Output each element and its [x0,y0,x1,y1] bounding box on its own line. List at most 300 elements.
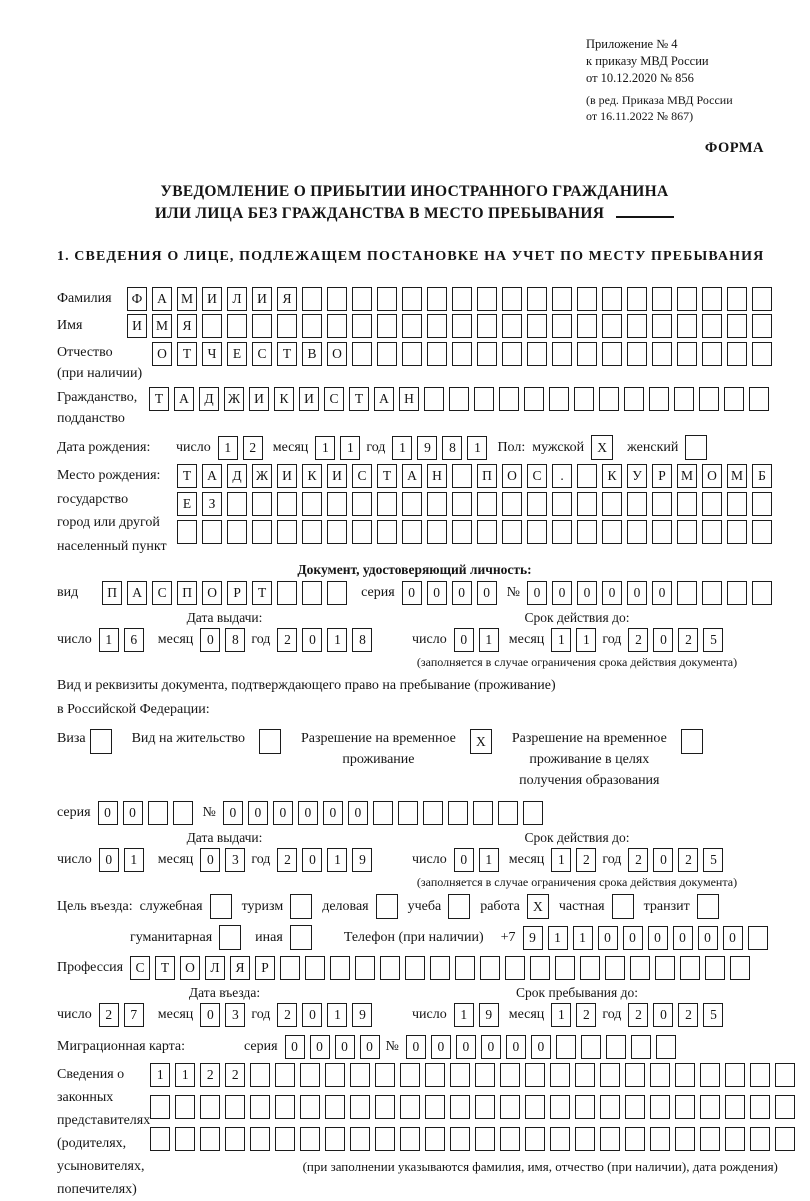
char-cell[interactable]: 5 [703,848,723,872]
char-cell[interactable]: А [374,387,394,411]
char-cell[interactable] [700,1127,720,1151]
char-cell[interactable] [649,387,669,411]
char-cell[interactable]: П [177,581,197,605]
char-cell[interactable] [577,342,597,366]
char-cell[interactable] [577,464,597,488]
char-cell[interactable]: 0 [653,1003,673,1027]
char-cell[interactable] [327,581,347,605]
char-cell[interactable] [749,387,769,411]
char-cell[interactable] [452,314,472,338]
char-cell[interactable]: Ж [224,387,244,411]
char-cell[interactable]: 0 [431,1035,451,1059]
char-cell[interactable] [655,956,675,980]
char-cell[interactable] [725,1063,745,1087]
char-cell[interactable]: 1 [327,628,347,652]
char-cell[interactable]: 0 [223,801,243,825]
char-cell[interactable] [252,520,272,544]
char-cell[interactable]: Я [277,287,297,311]
char-cell[interactable] [500,1127,520,1151]
char-cell[interactable]: 0 [577,581,597,605]
char-cell[interactable]: Л [205,956,225,980]
char-cell[interactable] [705,956,725,980]
char-cell[interactable] [627,287,647,311]
char-cell[interactable] [677,492,697,516]
temp-residence-checkbox[interactable]: X [470,729,492,754]
purpose-transit-checkbox[interactable] [697,894,719,919]
char-cell[interactable]: Н [399,387,419,411]
char-cell[interactable] [325,1127,345,1151]
char-cell[interactable] [377,314,397,338]
char-cell[interactable] [477,314,497,338]
char-cell[interactable]: 0 [200,1003,220,1027]
char-cell[interactable]: 2 [277,848,297,872]
char-cell[interactable]: 0 [506,1035,526,1059]
char-cell[interactable] [277,314,297,338]
char-cell[interactable] [430,956,450,980]
visa-checkbox[interactable] [90,729,112,754]
char-cell[interactable]: 0 [623,926,643,950]
char-cell[interactable] [527,520,547,544]
char-cell[interactable]: 0 [627,581,647,605]
char-cell[interactable] [502,287,522,311]
char-cell[interactable] [150,1095,170,1119]
char-cell[interactable] [175,1095,195,1119]
char-cell[interactable] [330,956,350,980]
char-cell[interactable] [505,956,525,980]
char-cell[interactable] [577,287,597,311]
char-cell[interactable] [477,287,497,311]
char-cell[interactable]: 1 [327,848,347,872]
char-cell[interactable] [300,1095,320,1119]
char-cell[interactable] [427,314,447,338]
char-cell[interactable]: 1 [124,848,144,872]
char-cell[interactable]: 1 [454,1003,474,1027]
char-cell[interactable] [581,1035,601,1059]
char-cell[interactable] [200,1095,220,1119]
char-cell[interactable] [302,520,322,544]
char-cell[interactable] [227,492,247,516]
char-cell[interactable] [225,1095,245,1119]
char-cell[interactable] [427,287,447,311]
char-cell[interactable] [302,287,322,311]
char-cell[interactable] [498,801,518,825]
char-cell[interactable]: 3 [225,1003,245,1027]
char-cell[interactable] [325,1095,345,1119]
char-cell[interactable]: 0 [200,848,220,872]
purpose-private-checkbox[interactable] [612,894,634,919]
char-cell[interactable] [727,581,747,605]
char-cell[interactable]: Р [255,956,275,980]
char-cell[interactable] [377,520,397,544]
char-cell[interactable] [650,1063,670,1087]
char-cell[interactable] [602,492,622,516]
char-cell[interactable]: Ч [202,342,222,366]
char-cell[interactable]: А [202,464,222,488]
char-cell[interactable] [700,1063,720,1087]
char-cell[interactable] [352,492,372,516]
char-cell[interactable]: 1 [573,926,593,950]
char-cell[interactable] [725,1127,745,1151]
char-cell[interactable] [575,1095,595,1119]
char-cell[interactable] [680,956,700,980]
char-cell[interactable]: 0 [723,926,743,950]
char-cell[interactable] [500,1063,520,1087]
char-cell[interactable] [352,520,372,544]
char-cell[interactable]: 0 [454,848,474,872]
char-cell[interactable] [375,1127,395,1151]
char-cell[interactable] [752,342,772,366]
char-cell[interactable]: С [527,464,547,488]
char-cell[interactable] [200,1127,220,1151]
char-cell[interactable]: П [102,581,122,605]
char-cell[interactable] [600,1063,620,1087]
char-cell[interactable]: 2 [678,1003,698,1027]
char-cell[interactable] [523,801,543,825]
char-cell[interactable]: 5 [703,628,723,652]
char-cell[interactable] [202,314,222,338]
char-cell[interactable] [549,387,569,411]
char-cell[interactable] [525,1063,545,1087]
char-cell[interactable] [477,520,497,544]
char-cell[interactable] [427,492,447,516]
char-cell[interactable]: 1 [551,1003,571,1027]
char-cell[interactable] [602,287,622,311]
char-cell[interactable]: 0 [302,628,322,652]
char-cell[interactable] [602,520,622,544]
char-cell[interactable] [702,314,722,338]
char-cell[interactable]: Я [177,314,197,338]
char-cell[interactable]: М [177,287,197,311]
char-cell[interactable]: К [274,387,294,411]
char-cell[interactable]: 2 [678,848,698,872]
char-cell[interactable] [750,1095,770,1119]
char-cell[interactable] [602,342,622,366]
char-cell[interactable] [325,1063,345,1087]
char-cell[interactable]: С [152,581,172,605]
char-cell[interactable] [552,520,572,544]
char-cell[interactable]: 0 [298,801,318,825]
char-cell[interactable] [574,387,594,411]
char-cell[interactable] [750,1127,770,1151]
char-cell[interactable] [752,287,772,311]
char-cell[interactable] [352,342,372,366]
char-cell[interactable]: 0 [454,628,474,652]
char-cell[interactable]: Л [227,287,247,311]
char-cell[interactable] [202,520,222,544]
char-cell[interactable] [400,1063,420,1087]
char-cell[interactable]: 0 [456,1035,476,1059]
char-cell[interactable] [550,1127,570,1151]
char-cell[interactable] [652,314,672,338]
char-cell[interactable] [702,342,722,366]
char-cell[interactable]: 2 [277,1003,297,1027]
char-cell[interactable]: 9 [352,848,372,872]
char-cell[interactable] [775,1095,795,1119]
char-cell[interactable] [477,342,497,366]
char-cell[interactable] [702,287,722,311]
char-cell[interactable] [775,1127,795,1151]
char-cell[interactable] [327,520,347,544]
char-cell[interactable]: 0 [348,801,368,825]
char-cell[interactable] [402,520,422,544]
char-cell[interactable] [527,492,547,516]
char-cell[interactable]: 0 [653,628,673,652]
char-cell[interactable] [475,1127,495,1151]
char-cell[interactable]: 0 [302,1003,322,1027]
char-cell[interactable] [552,314,572,338]
char-cell[interactable] [502,342,522,366]
purpose-business-checkbox[interactable] [376,894,398,919]
char-cell[interactable] [775,1063,795,1087]
char-cell[interactable] [252,314,272,338]
char-cell[interactable]: 0 [335,1035,355,1059]
char-cell[interactable]: Н [427,464,447,488]
char-cell[interactable] [625,1095,645,1119]
char-cell[interactable] [225,1127,245,1151]
char-cell[interactable]: 5 [703,1003,723,1027]
char-cell[interactable]: И [299,387,319,411]
char-cell[interactable]: 0 [452,581,472,605]
char-cell[interactable] [677,314,697,338]
char-cell[interactable] [424,387,444,411]
char-cell[interactable]: Т [349,387,369,411]
purpose-humanitarian-checkbox[interactable] [219,925,241,950]
char-cell[interactable] [527,287,547,311]
char-cell[interactable]: 8 [225,628,245,652]
char-cell[interactable]: В [302,342,322,366]
char-cell[interactable]: 2 [99,1003,119,1027]
char-cell[interactable] [350,1127,370,1151]
char-cell[interactable] [405,956,425,980]
char-cell[interactable] [677,581,697,605]
char-cell[interactable] [702,492,722,516]
char-cell[interactable] [630,956,650,980]
char-cell[interactable]: 1 [327,1003,347,1027]
char-cell[interactable]: Т [149,387,169,411]
char-cell[interactable] [727,314,747,338]
char-cell[interactable] [175,1127,195,1151]
char-cell[interactable]: 1 [551,628,571,652]
char-cell[interactable] [477,492,497,516]
char-cell[interactable]: 6 [124,628,144,652]
char-cell[interactable] [724,387,744,411]
char-cell[interactable]: 1 [479,848,499,872]
char-cell[interactable] [730,956,750,980]
char-cell[interactable]: О [702,464,722,488]
char-cell[interactable] [449,387,469,411]
char-cell[interactable] [625,1127,645,1151]
char-cell[interactable] [677,342,697,366]
char-cell[interactable] [452,520,472,544]
purpose-tourism-checkbox[interactable] [290,894,312,919]
char-cell[interactable] [677,520,697,544]
char-cell[interactable] [377,492,397,516]
char-cell[interactable] [327,492,347,516]
char-cell[interactable] [373,801,393,825]
char-cell[interactable] [474,387,494,411]
char-cell[interactable] [252,492,272,516]
char-cell[interactable]: 0 [598,926,618,950]
char-cell[interactable]: 0 [360,1035,380,1059]
char-cell[interactable] [177,520,197,544]
char-cell[interactable] [427,342,447,366]
char-cell[interactable] [352,287,372,311]
char-cell[interactable]: И [327,464,347,488]
char-cell[interactable] [700,1095,720,1119]
char-cell[interactable] [727,342,747,366]
char-cell[interactable] [402,314,422,338]
char-cell[interactable] [675,1063,695,1087]
char-cell[interactable] [550,1063,570,1087]
purpose-study-checkbox[interactable] [448,894,470,919]
char-cell[interactable] [605,956,625,980]
char-cell[interactable] [627,492,647,516]
char-cell[interactable] [250,1095,270,1119]
char-cell[interactable] [227,314,247,338]
char-cell[interactable] [455,956,475,980]
char-cell[interactable]: О [327,342,347,366]
char-cell[interactable] [300,1127,320,1151]
char-cell[interactable] [327,287,347,311]
char-cell[interactable] [525,1127,545,1151]
char-cell[interactable] [425,1095,445,1119]
char-cell[interactable]: 0 [323,801,343,825]
char-cell[interactable] [631,1035,651,1059]
char-cell[interactable]: 0 [200,628,220,652]
char-cell[interactable] [602,314,622,338]
char-cell[interactable]: 0 [99,848,119,872]
char-cell[interactable] [300,1063,320,1087]
char-cell[interactable]: Е [177,492,197,516]
char-cell[interactable] [452,342,472,366]
char-cell[interactable] [148,801,168,825]
char-cell[interactable]: Д [199,387,219,411]
char-cell[interactable] [350,1063,370,1087]
char-cell[interactable] [575,1063,595,1087]
char-cell[interactable] [575,1127,595,1151]
char-cell[interactable]: 2 [576,1003,596,1027]
char-cell[interactable]: А [402,464,422,488]
char-cell[interactable] [675,1095,695,1119]
char-cell[interactable] [452,287,472,311]
char-cell[interactable] [377,342,397,366]
char-cell[interactable]: И [249,387,269,411]
char-cell[interactable] [250,1127,270,1151]
char-cell[interactable]: Т [155,956,175,980]
char-cell[interactable] [580,956,600,980]
char-cell[interactable] [702,520,722,544]
char-cell[interactable]: 0 [602,581,622,605]
char-cell[interactable] [677,287,697,311]
char-cell[interactable] [577,492,597,516]
char-cell[interactable]: 9 [417,436,437,460]
char-cell[interactable]: 1 [175,1063,195,1087]
char-cell[interactable]: 0 [123,801,143,825]
char-cell[interactable] [552,342,572,366]
char-cell[interactable] [530,956,550,980]
char-cell[interactable] [656,1035,676,1059]
char-cell[interactable] [277,520,297,544]
char-cell[interactable] [674,387,694,411]
char-cell[interactable] [627,342,647,366]
char-cell[interactable] [555,956,575,980]
char-cell[interactable]: 1 [392,436,412,460]
char-cell[interactable]: И [202,287,222,311]
char-cell[interactable]: 1 [150,1063,170,1087]
char-cell[interactable]: Т [252,581,272,605]
char-cell[interactable] [305,956,325,980]
char-cell[interactable]: 2 [576,848,596,872]
char-cell[interactable]: 9 [352,1003,372,1027]
char-cell[interactable]: 0 [698,926,718,950]
char-cell[interactable]: И [127,314,147,338]
char-cell[interactable] [552,287,572,311]
char-cell[interactable] [402,342,422,366]
char-cell[interactable] [652,287,672,311]
char-cell[interactable]: 0 [310,1035,330,1059]
char-cell[interactable]: К [602,464,622,488]
char-cell[interactable]: З [202,492,222,516]
char-cell[interactable] [527,314,547,338]
char-cell[interactable] [302,581,322,605]
char-cell[interactable]: . [552,464,572,488]
char-cell[interactable] [423,801,443,825]
char-cell[interactable]: Р [227,581,247,605]
char-cell[interactable] [675,1127,695,1151]
char-cell[interactable] [480,956,500,980]
char-cell[interactable]: 0 [653,848,673,872]
char-cell[interactable] [250,1063,270,1087]
char-cell[interactable] [277,581,297,605]
char-cell[interactable] [380,956,400,980]
char-cell[interactable] [752,520,772,544]
char-cell[interactable] [725,1095,745,1119]
char-cell[interactable] [350,1095,370,1119]
char-cell[interactable] [652,342,672,366]
char-cell[interactable]: Ф [127,287,147,311]
char-cell[interactable]: 0 [648,926,668,950]
char-cell[interactable] [450,1063,470,1087]
char-cell[interactable]: Т [177,464,197,488]
char-cell[interactable] [275,1063,295,1087]
char-cell[interactable]: М [152,314,172,338]
temp-residence-edu-checkbox[interactable] [681,729,703,754]
char-cell[interactable] [275,1127,295,1151]
char-cell[interactable] [448,801,468,825]
char-cell[interactable]: 1 [218,436,238,460]
char-cell[interactable] [502,314,522,338]
char-cell[interactable] [402,287,422,311]
residence-permit-checkbox[interactable] [259,729,281,754]
char-cell[interactable] [552,492,572,516]
purpose-other-checkbox[interactable] [290,925,312,950]
char-cell[interactable] [277,492,297,516]
char-cell[interactable]: 8 [442,436,462,460]
char-cell[interactable] [452,464,472,488]
char-cell[interactable]: 1 [551,848,571,872]
char-cell[interactable] [173,801,193,825]
char-cell[interactable] [400,1095,420,1119]
char-cell[interactable]: С [352,464,372,488]
char-cell[interactable] [398,801,418,825]
char-cell[interactable]: О [502,464,522,488]
char-cell[interactable]: 2 [277,628,297,652]
char-cell[interactable] [473,801,493,825]
char-cell[interactable]: О [180,956,200,980]
char-cell[interactable]: 9 [523,926,543,950]
char-cell[interactable] [375,1095,395,1119]
char-cell[interactable]: 1 [99,628,119,652]
